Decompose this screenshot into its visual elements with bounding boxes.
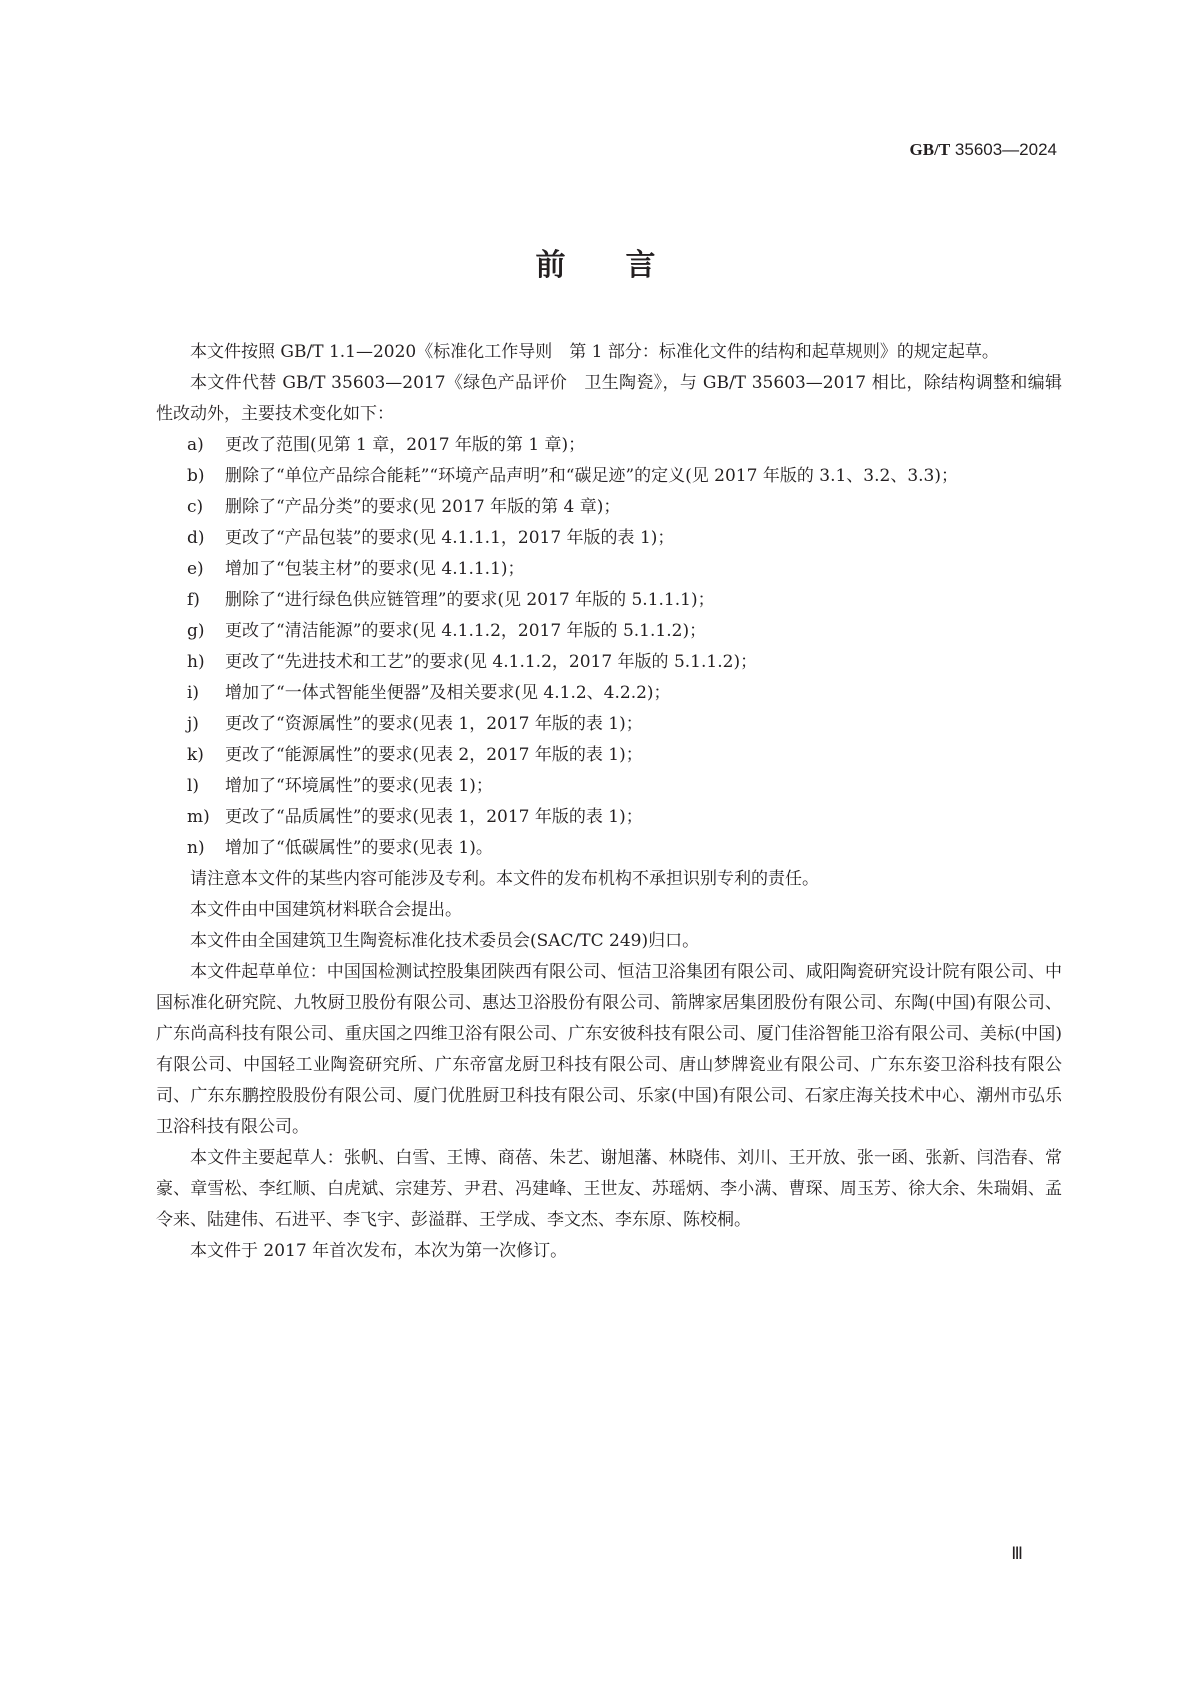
list-item [156, 647, 1062, 678]
list-item [156, 492, 1062, 523]
list-item-label: c) [187, 497, 204, 517]
list-item-label: e) [187, 559, 204, 579]
list-item [156, 833, 1062, 864]
paragraph: 本文件主要起草人：张帆、白雪、王博、商蓓、朱艺、谢旭藩、林晓伟、刘川、王开放、张一函、张新、闫浩春、常豪、章雪松、李红顺、白虎斌、宗建芳、尹君、冯建峰、王世友、苏瑶炳、李小满、曹琛、周玉芳、徐大余、朱瑞娟、孟令来、陆建伟、石进平、李飞宇、彭溢群、王学成、李文杰、李东原、陈校桐。 [156, 1148, 1062, 1230]
list-item [156, 771, 1062, 802]
paragraph: 请注意本文件的某些内容可能涉及专利。本文件的发布机构不承担识别专利的责任。 [190, 869, 819, 889]
list-item-text: 增加了“一体式智能坐便器”及相关要求(见 4.1.2、4.2.2)； [225, 683, 671, 703]
list-item-text: 更改了“资源属性”的要求(见表 1，2017 年版的表 1)； [225, 714, 643, 734]
list-item-label: m) [187, 807, 210, 827]
standard-code [910, 140, 1057, 160]
standard-code-prefix: GB/T [909, 140, 951, 159]
list-item [156, 523, 1062, 554]
list-item-text: 增加了“包装主材”的要求(见 4.1.1.1)； [225, 559, 525, 579]
list-item [156, 585, 1062, 616]
list-item [156, 709, 1062, 740]
list-item-label: d) [187, 528, 205, 548]
list-item-label: g) [187, 621, 205, 641]
page-title: 前言 [535, 248, 716, 283]
list-item-label: l) [187, 776, 200, 796]
list-item-label: n) [187, 838, 205, 858]
list-item-label: a) [187, 435, 204, 455]
list-item-text: 删除了“单位产品综合能耗”“环境产品声明”和“碳足迹”的定义(见 2017 年版的 3.1、3.2、3.3)； [225, 466, 958, 486]
paragraph: 本文件按照 GB/T 1.1—2020《标准化工作导则 第 1 部分：标准化文件的结构和起草规则》的规定起草。 [190, 342, 999, 362]
list-item [156, 802, 1062, 833]
list-item [156, 678, 1062, 709]
list-item [156, 740, 1062, 771]
list-item [156, 430, 1062, 461]
list-item-label: i) [187, 683, 200, 703]
list-item [156, 461, 1062, 492]
list-item [156, 616, 1062, 647]
list-item-text: 更改了“先进技术和工艺”的要求(见 4.1.1.2，2017 年版的 5.1.1.2)； [225, 652, 758, 672]
list-item-text: 更改了范围(见第 1 章，2017 年版的第 1 章)； [225, 435, 586, 455]
list-item-text: 增加了“低碳属性”的要求(见表 1)。 [225, 838, 493, 858]
paragraph: 本文件由全国建筑卫生陶瓷标准化技术委员会(SAC/TC 249)归口。 [190, 931, 700, 951]
paragraph: 本文件由中国建筑材料联合会提出。 [190, 900, 462, 920]
list-item-text: 增加了“环境属性”的要求(见表 1)； [225, 776, 493, 796]
paragraph: 本文件代替 GB/T 35603—2017《绿色产品评价 卫生陶瓷》，与 GB/T 35603—2017 相比，除结构调整和编辑性改动外，主要技术变化如下： [156, 373, 1062, 424]
paragraph: 本文件起草单位：中国国检测试控股集团陕西有限公司、恒洁卫浴集团有限公司、咸阳陶瓷研究设计院有限公司、中国标准化研究院、九牧厨卫股份有限公司、惠达卫浴股份有限公司、箭牌家居集团股份有限公司、东陶(中国)有限公司、广东尚高科技有限公司、重庆国之四维卫浴有限公司、广东安彼科技有限公司、厦门佳浴智能卫浴有限公司、美标(中国)有限公司、中国轻工业陶瓷研究所、广东帝富龙厨卫科技有限公司、唐山梦牌瓷业有限公司、广东东姿卫浴科技有限公司、广东东鹏控股股份有限公司、厦门优胜厨卫科技有限公司、乐家(中国)有限公司、石家庄海关技术中心、潮州市弘乐卫浴科技有限公司。 [156, 962, 1062, 1137]
list-item [156, 554, 1062, 585]
list-item-text: 删除了“进行绿色供应链管理”的要求(见 2017 年版的 5.1.1.1)； [225, 590, 715, 610]
list-item-text: 更改了“品质属性”的要求(见表 1，2017 年版的表 1)； [225, 807, 643, 827]
page-number: Ⅲ [1011, 1544, 1023, 1563]
list-item-text: 更改了“能源属性”的要求(见表 2，2017 年版的表 1)； [225, 745, 643, 765]
standard-code-number: 35603—2024 [954, 140, 1057, 159]
list-item-label: f) [187, 590, 200, 610]
foreword-body [156, 337, 1062, 1267]
list-item-text: 更改了“产品包装”的要求(见 4.1.1.1，2017 年版的表 1)； [225, 528, 675, 548]
list-item-text: 更改了“清洁能源”的要求(见 4.1.1.2，2017 年版的 5.1.1.2)； [225, 621, 707, 641]
list-item-label: h) [187, 652, 205, 672]
changes-list [156, 430, 1062, 864]
list-item-text: 删除了“产品分类”的要求(见 2017 年版的第 4 章)； [225, 497, 621, 517]
list-item-label: k) [187, 745, 204, 765]
list-item-label: j) [187, 714, 199, 734]
paragraph: 本文件于 2017 年首次发布，本次为第一次修订。 [190, 1241, 568, 1261]
list-item-label: b) [187, 466, 205, 486]
